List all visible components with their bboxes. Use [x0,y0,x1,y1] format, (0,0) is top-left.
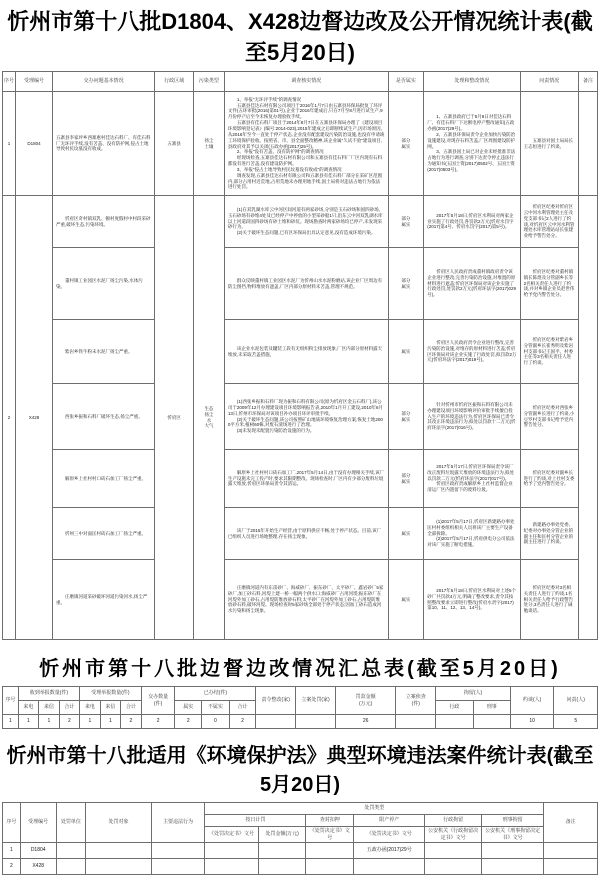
header-filed-penalty: 立案处罚(家) [296,687,336,715]
table3-row-x428 [3,859,598,875]
note-cell [578,196,597,640]
value-unit [56,843,86,859]
table1-row-x428-sub1 [3,196,598,248]
header-accountability: 问责情况 [520,72,578,92]
problem-cell: 解原乡上社村村口砖石加工厂扬尘严重。 [52,450,154,508]
table1-row-x428-sub2 [3,248,598,320]
value-admin-det-doc [425,859,482,875]
table1-row-x428-sub6 [3,508,598,560]
value-limit-doc: 五政办函(2017)29号 [354,843,425,859]
value-daily-amount [258,859,306,875]
header-target: 处罚对象 [86,803,151,843]
value-note [544,843,598,859]
action-cell: 2017年5月17日,忻府区环保局责令该厂改正废料垃圾露天堆放的环境违法行为,拟处以罚款二万元(忻府环法字(2017)017号)。 忻府区政府责成解原乡上社村监督企业清运厂区内遗留下的废料垃圾。 [424,450,520,508]
header-total: 合计 [229,701,256,715]
verified-cell: 部分 属实 [388,92,424,196]
case-id-d1804: D1804 [16,92,53,196]
region-cell: 忻府区 [155,196,194,640]
case-id-x428: X428 [16,196,53,640]
header-letter: 来信 [100,701,121,715]
header-daily-doc: 《处罚决定书》文号 [205,827,259,843]
problem-cell: 紫岩乡铁牛粉末水泥厂扬尘严重。 [52,320,154,384]
table3-epl-cases [2,802,598,875]
value-received-letter: 1 [39,715,60,729]
header-call: 来电 [80,701,101,715]
header-criminal: 刑事 [473,701,510,715]
investigation-cell: 庄磨镇河道内有东雷砂厂、海威砂厂、振东砂厂、太平砂厂、鑫岩砂厂5家砂厂,加工砂石料,河堤上建一桥一幅两个供水口;海威砂厂占用河堤;振东砂厂在河堤外加工砂石,占用堤防堆放砂石料;太平砂厂在河堤外加工砂石,占用堤防堆放砂石料,破坏河堤。现场检查时5家砂场全部处于停产状态;因加工砂石造成河水污染和扬尘现象。 [224,560,388,640]
investigation-cell: (1)西张乡振和石料厂现为振和石料有限公司(原为忻府区金五石料厂),该公司于2009年12月办理建设项目环境影响报告表,2010年1月开工建设,2010年6月13日,忻州市环保局对该项目补办项目环评审批手续。 (2)关于破坏生态问题,该公司按照矿山地质环境恢复治理方案,恢复土地2000平方米,植树60株,对废石渣场进行了治理。 (3)未发现未配置污染防治设施的行为。 [224,384,388,450]
table1-row-x428-sub3 [3,320,598,384]
value-closed-total: 2 [229,715,256,729]
header-letter: 来信 [39,701,60,715]
header-admin-det-doc: 公安机关《行政拘留决定书》文号 [425,827,482,843]
table1-row-d1804 [3,92,598,196]
header-no: 序号 [3,687,19,715]
verified-cell: 部分 属实 [388,196,424,248]
accountability-cell: 忻府区纪委对西张乡分管副乡长进行了约谈,小豆罗村支部书记给予党内警告处分。 [520,384,578,450]
value-case-id: D1804 [20,843,56,859]
header-criminal-det-group: 刑事拘留 [481,815,543,827]
header-interview: 约谈(人) [510,687,553,715]
header-call: 来电 [18,701,39,715]
header-investigation: 调查核实情况 [224,72,388,92]
header-false: 不属实 [202,701,230,715]
value-detention-criminal [473,715,510,729]
header-daily-group: 按日计罚 [205,815,306,827]
table2-header-row-1 [3,687,598,701]
header-admin: 行政 [436,701,473,715]
table1-row-x428-sub7 [3,560,598,640]
table1-rectification-stats [2,71,598,640]
value-no: 2 [3,859,21,875]
table2-title: 忻州市第十八批边督边改情况汇总表(截至5月20日) [39,658,561,680]
header-total: 合计 [59,701,80,715]
value-interview: 10 [510,715,553,729]
header-received-group: 收到举报数量(件) [18,687,80,701]
table1-header-row [3,72,598,92]
accountability-cell: 忻府区纪委对3名相关责任人进行了约谈,1名相关责任人给予行政警告处分,3名责任人进行了诫勉谈话。 [520,560,578,640]
header-action: 处理和整改情况 [424,72,520,92]
action-cell: 忻府区人民政府责成董村镇政府责令该企业进行整改,完善污染防治设施,对堆置的原材料进行遮盖;忻府区环保局对该企业实施了行政处罚,处罚款2万元(忻府环法字(2017)029号)。 [424,248,520,320]
verified-cell: 属实 [388,508,424,560]
header-accepted-group: 受理举报数量(件) [80,687,142,701]
header-case-id: 受理编号 [20,803,56,843]
table2-summary [2,686,598,729]
header-limit-group: 限产停产 [354,815,425,827]
value-admin-det-doc [425,843,482,859]
value-received-call: 1 [18,715,39,729]
value-daily-amount [258,843,306,859]
header-no: 序号 [3,803,21,843]
accountability-cell: 忻府区纪委对忻府区云中河水利管理处主任及党支部书记2人进行了约谈,对忻府区云中河水利管理处水库管理站站长张建业给予警告处分。 [520,196,578,248]
header-pollution: 污染类型 [193,72,224,92]
table1-row-x428-sub5 [3,450,598,508]
header-closed-group: 已办结(件) [175,687,256,701]
accountability-cell: 五寨县对国土局局长王志恒进行了约谈。 [520,92,578,196]
header-filed-invest: 立案侦查 (件) [396,687,436,715]
header-penalty-group: 处罚类型 [205,803,544,815]
value-criminal-det-doc [481,859,543,875]
value-no: 1 [3,715,19,729]
header-admin-det-group: 行政拘留 [425,815,482,827]
investigation-cell: 该厂于2015年开始生产经营,由于原料供应不畅,处于停产状态。目前,该厂已组织人员进行场地整理,存在扬尘现象。 [224,508,388,560]
value-daily-doc [205,843,259,859]
value-unit [56,859,86,875]
table2-data-row [3,715,598,729]
document-page [0,5,600,875]
verified-cell: 部分 属实 [388,450,424,508]
header-fine: 罚款金额 (万元) [335,687,395,715]
value-violation [151,843,205,859]
value-note [544,859,598,875]
value-accepted-letter: 1 [100,715,121,729]
action-cell: 针对忻州市忻府区振和石料有限公司未办理建设项目环境影响评价审批手续擅自投入生产的环境违法行为,忻府区环保局已责令其改正环境违法行为,拟处以罚款十二万元(忻府环法字(2017)016号)。 [424,384,520,450]
note-cell [578,92,597,196]
header-rectify: 责令整改(家) [256,687,296,715]
accountability-cell: 新建路办事处党委、纪委对办事处分管企业的副主任和匡村分管企业的副主任进行了约谈。 [520,508,578,560]
pollution-cell: 生态 扬尘 水 大气 [193,196,224,640]
value-closed-true: 2 [175,715,202,729]
value-limit-doc [354,859,425,875]
table3-row-d1804 [3,843,598,859]
header-total: 合计 [121,701,142,715]
problem-cell: 西张乡振和石料厂破坏生态,扬尘严重。 [52,384,154,450]
pollution-cell: 扬尘 土壤 [193,92,224,196]
value-no: 1 [3,843,21,859]
header-seizure-group: 查封扣押 [306,815,354,827]
value-target [86,843,151,859]
verified-cell: 属实 [388,320,424,384]
value-target [86,859,151,875]
header-violation: 主要违法行为 [151,803,205,843]
value-accountable: 5 [554,715,598,729]
header-assigned: 交办数量 (件) [141,687,175,715]
investigation-cell: (1)在双乳湖水库云中河区间河道有两家砂场,分别是玉石砂场和国四砂场。玉石砂场有砂堆4处及已经停产中停放的小型采砂船1只,沿东云中河双乳湖水库以上河道段国四砂场有砂土堆和砂坑。现场勘查时两家砂场均已停产,未发现采砂行为。 (2)关于破坏生态问题,已有区环保局出具认定意见,没有造成环境污染。 [224,196,388,248]
value-seizure-doc [306,843,354,859]
investigation-cell: 解原乡上社村村口砖石加工厂,2017年5月14日,由于没有办理相关手续,该厂生产设施未完工投产时,要求其限期整改。现场检查时,厂区内有少部分废料垃圾露天堆放,忻府区环保局责令其清运。 [224,450,388,508]
value-seizure-doc [306,859,354,875]
header-problem: 交办问题基本情况 [52,72,154,92]
value-detention-admin [436,715,473,729]
accountability-cell: 忻府区纪委对董村镇镇长陈煜及分管副乡长等2名相关责任人进行了约谈,并对乡镇企业员赵世伟给予党内警告处分。 [520,248,578,320]
row-no: 1 [3,92,16,196]
action-cell: (1)2017年5月17日,忻府区新建路办事处匡村村委组织相关人员将该厂主要生产设备全部拆除。 (2)2017年5月17日,忻府供电分公司依法对该厂实施了断电措施。 [424,508,520,560]
header-no: 序号 [3,72,16,92]
row-no: 2 [3,196,16,640]
action-cell: 2017年5月18日,忻府区水利局对两家企业实施了行政处罚,各罚款2万元(忻府水罚字(2017)第4号、忻府水罚字(2017)第5号)。 [424,196,520,248]
value-rectify [256,715,296,729]
header-detention-group: 拘留(人) [436,687,511,701]
value-assigned: 2 [141,715,175,729]
value-daily-doc [205,859,259,875]
value-accepted-total: 2 [121,715,142,729]
table1-title: 忻州市第十八批D1804、X428边督边改及公开情况统计表(截至5月20日) [7,9,593,65]
value-received-total: 2 [59,715,80,729]
action-cell: 1、五寨县政府已于5月8日对佳达石料厂、有佳石料厂下达断电停产整改通知(五政办函(2017)29号)。 2、五寨县环保局责令企业加快污染防治设施建设,对现存石料苫盖,厂区周围建设防护网。 3、五寨县国土局已对企业未经批准非法占地行为进行调查,分别下达责令停止违法行为通知书(五国土资(2017)0502号、五国土资(2017)0503号)。 [424,92,520,196]
accountability-cell: 忻府区纪委对副乡长进行了约谈,对上社村支委给予了党内警告处分。 [520,450,578,508]
verified-cell: 部分 属实 [388,384,424,450]
table3-title: 忻州市第十八批适用《环境保护法》典型环境违法案件统计表(截至5月20日) [6,745,594,796]
header-note: 备注 [578,72,597,92]
header-note: 备注 [544,803,598,843]
header-seizure-doc: 《处罚决定书》文号 [306,827,354,843]
value-criminal-det-doc [481,843,543,859]
value-fine: 26 [335,715,395,729]
region-cell: 五寨县 [155,92,194,196]
problem-cell: 五寨县李家坪乡西寨惠村佳达石料厂、有佳石料厂无环评手续,没有苫盖、没有防护网,侵占土地导致村民坟墓没有收成。 [52,92,154,196]
header-verified: 是否属实 [388,72,424,92]
value-filed-penalty [296,715,336,729]
action-cell: 忻府区人民政府责令企业进行整改,完善污染防治设施,对堆存的原材料进行苫盖;忻府区环保局对该企业实施了行政处罚,拟罚款2万元(忻府环法字(2017)019号)。 [424,320,520,384]
header-unit: 处罚单位 [56,803,86,843]
value-closed-false: 0 [202,715,230,729]
problem-cell: 董村镇工业园区水泥厂扬尘污染,水体污染。 [52,248,154,320]
problem-cell: 庄磨镇河道采砂破坏河道污染河水,扬尘严重。 [52,560,154,640]
value-case-id: X428 [20,859,56,875]
header-criminal-det-doc: 公安机关《刑事拘留决定书》文号 [481,827,543,843]
header-accountable: 问责(人) [554,687,598,715]
verified-cell: 部分 属实 [388,248,424,320]
investigation-cell: 群众反映董村镇工业园区水泥厂为忻州山水水泥粉磨站,该企业厂区周边有防尘围挡,物料堆放有遮盖,厂区内部分原材料未苫盖,管理不规范。 [224,248,388,320]
value-violation [151,859,205,875]
value-accepted-call: 1 [80,715,101,729]
table1-row-x428-sub4 [3,384,598,450]
header-region: 行政区域 [155,72,194,92]
problem-cell: 忻府区奇村镇双乳、顿村度假村中村段采砂严重,破坏生态,污染环境。 [52,196,154,248]
investigation-cell: 该企业水泥包装及罐装工段有无组织粉尘排放现象,厂区内部分原材料露天堆放,未采取苫盖措施。 [224,320,388,384]
investigation-cell: 1、举报"无环评手续"的调查情况 五寨县佳达石材有限公司项目于2016年1月7日由五寨县环保局批复了环评文件(五环审批(2016)第01号),企业于2016年建成后,只在7月至8月进行试生产,9月份停产后至今未恢复办理验收手续。 五寨县有佳石料厂项目于2014年8月7日在五寨县环保局办理了《建设项目环境影响登记表》(编号:2014-023),2015年建成之后即断续试生产,因市场原因,从2016年至今一直处于停产状态,企业没有配套建设污染防治设施,也没有申请竣工环境保护验收。按照省、市、县全面整改精神,该企业属"久试不验"建设项目,县政府对其予以关闭(五政办函(2017)25号)。 2、举报"没有苫盖、没有防护网"的调查情况 经现场检查,五寨县佳达石材有限公司和五寨县有佳石料厂厂区内现有石料都没有进行苫盖,没有建设防护网。 3、举报"侵占土地导致村民坟墓没有收成"的调查情况 调查发现,五寨县佳达石材有限公司和五寨县有佳石料厂部分在采矿区范围内,部分占用村近荒地,占用荒地未办理用地手续,国土局将对违法占地行为依法进行处罚。 [224,92,388,196]
header-daily-amount: 处罚金额(万元) [258,827,306,843]
header-true: 属实 [175,701,202,715]
verified-cell: 属实 [388,560,424,640]
action-cell: 2017年5月18日,忻府区水利局对上述5个砂厂共罚款4万元,明确了整改要求,责令其按照整改要求立即进行整改(忻府水责字(2017)第10、11、12、13、14号)。 [424,560,520,640]
accountability-cell: 忻府区纪委对紫岩乡分管副乡长崔秀明及紫岩村支部书记王国平、村委主任等3名相关责任人进行了约谈。 [520,320,578,384]
table3-header-row-1 [3,803,598,815]
header-case-id: 受理编号 [16,72,53,92]
problem-cell: 忻州三中对面匡村砖石加工厂扬尘严重。 [52,508,154,560]
value-filed-invest [396,715,436,729]
header-limit-doc: 《处罚决定书》文号 [354,827,425,843]
